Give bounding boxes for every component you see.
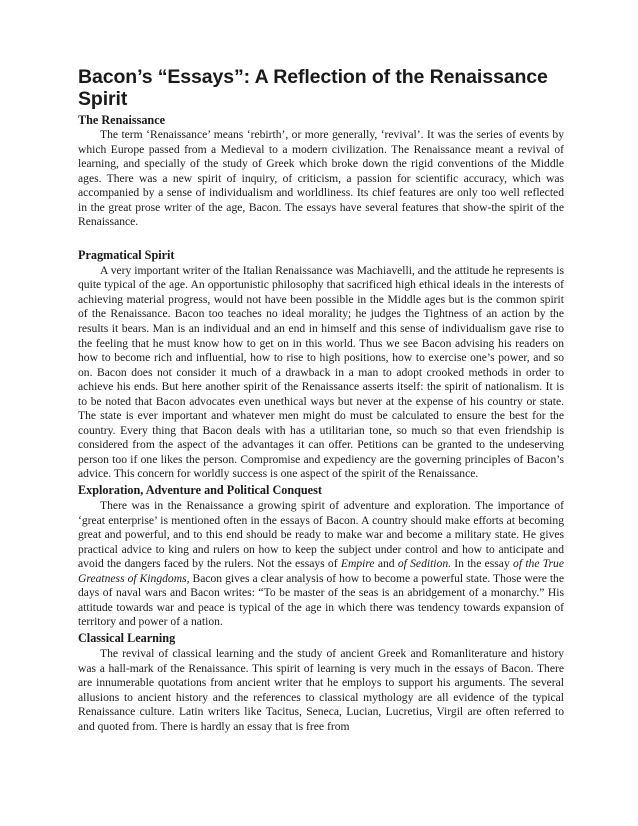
section-heading-renaissance: The Renaissance	[78, 113, 166, 127]
exploration-italic-empire: Empire	[340, 557, 375, 571]
exploration-and: and	[374, 557, 398, 571]
exploration-text-part2: Bacon gives a clear analysis of how to become a powerful state. Those were the days of naval wars and Bacon writes: “To be master of the seas is an abridgement of a monarchy.” His attitude towards war and peace is typical of the age in which there was tendency towards expansion of territory and power of a nation.	[78, 571, 564, 629]
exploration-text-part1: There was in the Renaissance a growing spirit of adventure and exploration. The importance of ‘great enterprise’ is mentioned often in the essays of Bacon. A country should make efforts at becoming great and powerful, and to this end should be ready to make war and become a military state. He gives practical advice to king and rulers on how to keep the subject under control and how to anticipate and avoid the dangers faced by the rulers. Not the essays of	[78, 499, 564, 571]
section-paragraph-pragmatical-spirit: A very important writer of the Italian Renaissance was Machiavelli, and the attitude he represents is quite typical of the age. An opportunistic philosophy that sacrificed high ethical ideals in the interests of achieving material progress, would not have been possible in the Middle ages but is the common spirit of the Renaissance. Bacon too teaches no ideal morality; he judges the Tightness of an action by the results it bears. Man is an individual and an end in himself and this sense of individualism gave rise to the feeling that he must know how to get on in this world. Thus we see Bacon advising his readers on how to become rich and influential, how to rise to high positions, how to exercise one’s power, and so on. Bacon does not consider it much of a drawback in a man to adopt crooked methods in order to achieve his ends. But here another spirit of the Renaissance asserts itself: the spirit of nationalism. It is to be noted that Bacon advocates even unethical ways but never at the expense of his country or state. The state is ever important and whatever men might do must be calculated to ensure the best for the country. Every thing that Bacon deals with has a utilitarian tone, so much so that even friendship is considered from the aspect of the advantages it can offer. Petitions can be granted to the undeserving person too if one likes the person. Compromise and expediency are the governing principles of Bacon’s advice. This concern for worldly success is one aspect of the spirit of the Renaissance.	[78, 263, 564, 481]
section-paragraph-exploration	[78, 499, 564, 630]
section-heading-pragmatical-spirit: Pragmatical Spirit	[78, 247, 175, 262]
section-heading-classical-learning: Classical Learning	[78, 630, 176, 645]
section-heading-exploration: Exploration, Adventure and Political Conquest	[78, 483, 322, 498]
exploration-italic-sedition: of Sedition.	[397, 557, 452, 571]
exploration-italic-true-greatness: of the True Greatness of Kingdoms,	[78, 557, 565, 585]
section-paragraph-renaissance: The term ‘Renaissance’ means ‘rebirth’, or more generally, ‘revival’. It was the series of events by which Europe passed from a Medieval to a modern civilization. The Renaissance meant a revival of learning, and specially of the study of Greek which broke down the rigid conventions of the Middle ages. There was a new spirit of inquiry, of criticism, a passion for scientific accuracy, which was accompanied by a sense of individualism and worldliness. Its chief features are only too well reflected in the great prose writer of the age, Bacon. The essays have several features that show-the spirit of the Renaissance.	[78, 128, 564, 229]
exploration-in-the-essay: In the essay	[451, 557, 514, 571]
section-paragraph-classical-learning: The revival of classical learning and the study of ancient Greek and Romanliterature and history was a hall-mark of the Renaissance. This spirit of learning is very much in the essays of Bacon. There are innumerable quotations from ancient writer that he employs to support his arguments. The several allusions to ancient history and the references to classical mythology are all evidence of the typical Renaissance culture. Latin writers like Tacitus, Seneca, Lucian, Lucretius, Virgil are often referred to and quoted from. There is hardly an essay that is free from	[78, 646, 564, 733]
document-page	[78, 66, 564, 734]
document-title: Bacon’s “Essays”: A Reflection of the Renaissance Spirit	[78, 66, 548, 110]
